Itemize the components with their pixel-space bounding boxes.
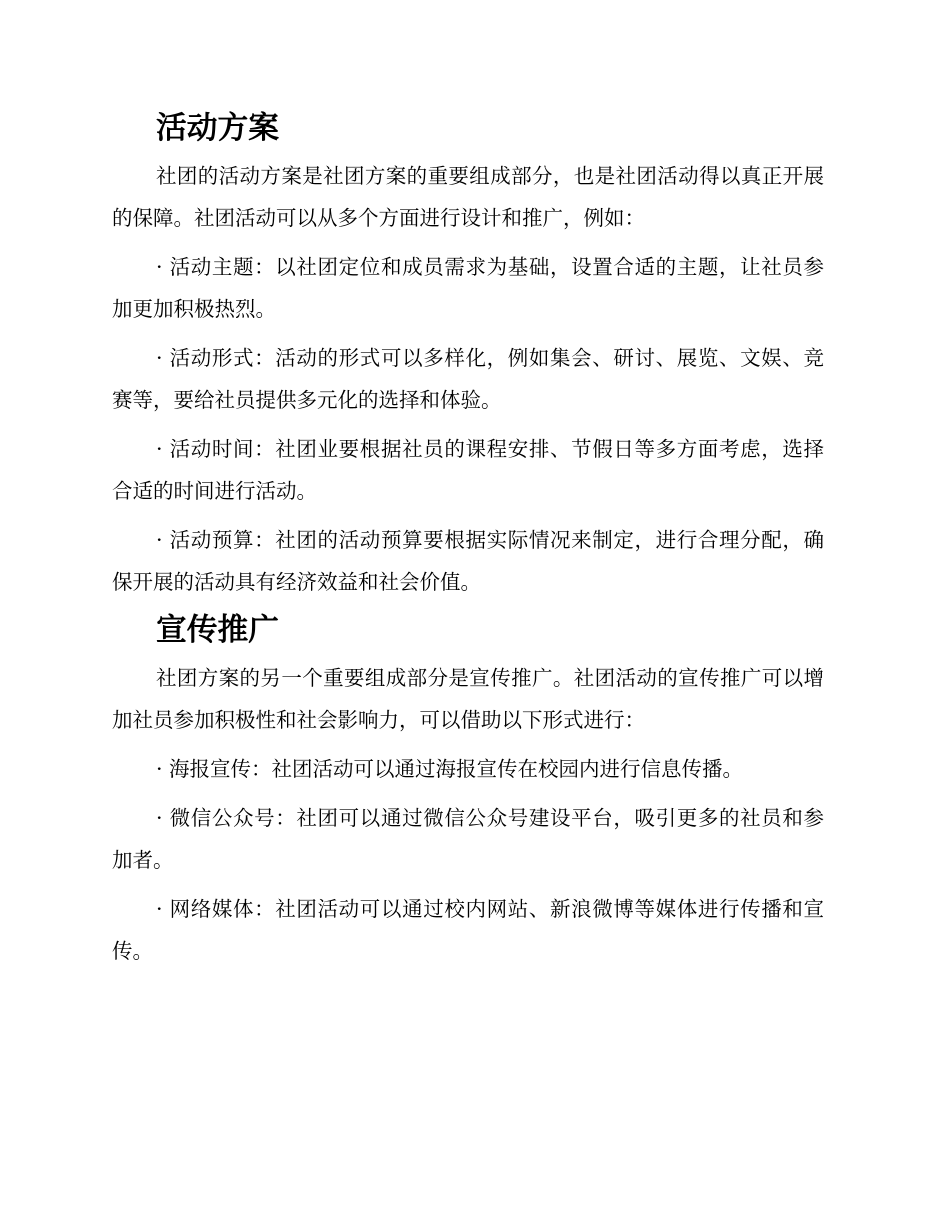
paragraph-promotion-intro: 社团方案的另一个重要组成部分是宣传推广。社团活动的宣传推广可以增加社员参加积极性和社会影响力，可以借助以下形式进行： <box>112 666 824 732</box>
section-heading-activity-plan: 活动方案 <box>156 110 280 146</box>
list-item-poster: · 海报宣传：社团活动可以通过海报宣传在校园内进行信息传播。 <box>156 757 744 781</box>
list-item-online-media: · 网络媒体：社团活动可以通过校内网站、新浪微博等媒体进行传播和宣传。 <box>112 897 824 963</box>
list-item-activity-theme: · 活动主题：以社团定位和成员需求为基础，设置合适的主题，让社员参加更加积极热烈。 <box>112 255 824 321</box>
list-item-wechat: · 微信公众号：社团可以通过微信公众号建设平台，吸引更多的社员和参加者。 <box>112 806 824 872</box>
section-heading-promotion: 宣传推广 <box>156 612 280 648</box>
paragraph-activity-intro: 社团的活动方案是社团方案的重要组成部分，也是社团活动得以真正开展的保障。社团活动可以从多个方面进行设计和推广，例如： <box>112 164 824 230</box>
list-item-activity-form: · 活动形式：活动的形式可以多样化，例如集会、研讨、展览、文娱、竞赛等，要给社员提供多元化的选择和体验。 <box>112 346 824 412</box>
document-page <box>112 108 824 972</box>
list-item-activity-budget: · 活动预算：社团的活动预算要根据实际情况来制定，进行合理分配，确保开展的活动具有经济效益和社会价值。 <box>112 528 824 594</box>
list-item-activity-time: · 活动时间：社团业要根据社员的课程安排、节假日等多方面考虑，选择合适的时间进行活动。 <box>112 437 824 503</box>
